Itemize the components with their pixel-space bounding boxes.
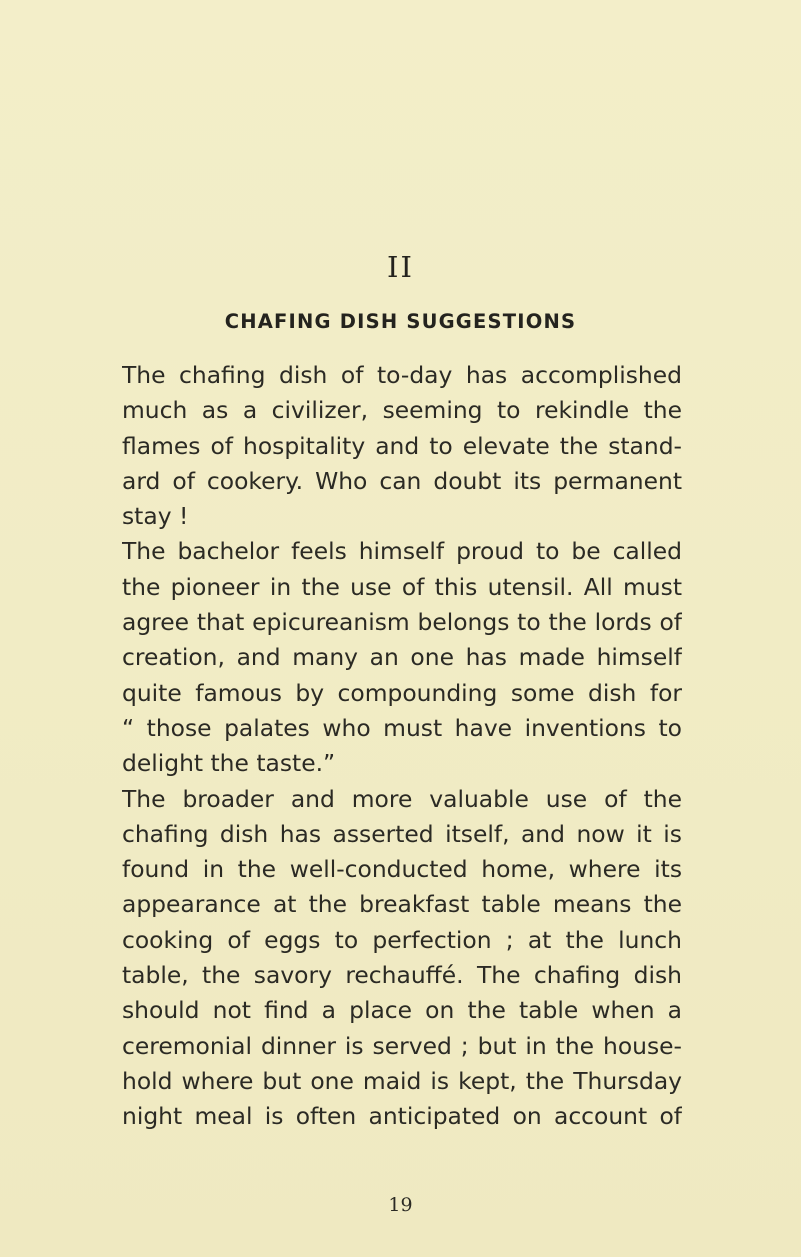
text-line: ard of cookery. Who can doubt its permanent xyxy=(122,466,682,495)
text-line: delight the taste.” xyxy=(122,749,336,778)
text-line: appearance at the breakfast table means the xyxy=(122,890,682,919)
chapter-title: CHAFING DISH SUGGESTIONS xyxy=(224,310,577,333)
text-line: quite famous by compounding some dish for xyxy=(122,678,682,707)
text-line: The broader and more valuable use of the xyxy=(122,784,682,813)
text-line: agree that epicureanism belongs to the lords of xyxy=(122,608,682,637)
text-line: cooking of eggs to perfection ; at the lunch xyxy=(122,925,682,954)
text-line: chafing dish has asserted itself, and now it is xyxy=(122,819,682,848)
text-line: “ those palates who must have inventions to xyxy=(122,713,682,742)
text-line: much as a civilizer, seeming to rekindle the xyxy=(122,396,682,425)
chapter-number: II xyxy=(387,250,414,284)
text-line: the pioneer in the use of this utensil. All must xyxy=(122,572,682,601)
text-line: ceremonial dinner is served ; but in the house- xyxy=(122,1031,682,1060)
text-line: stay ! xyxy=(122,502,189,531)
text-line: The bachelor feels himself proud to be called xyxy=(122,537,682,566)
text-line: hold where but one maid is kept, the Thursday xyxy=(122,1066,682,1095)
text-line: flames of hospitality and to elevate the stand- xyxy=(122,431,682,460)
body-text xyxy=(122,358,682,1135)
text-line: night meal is often anticipated on account of xyxy=(122,1102,682,1131)
text-line: found in the well-conducted home, where its xyxy=(122,855,682,884)
text-line: creation, and many an one has made himself xyxy=(122,643,682,672)
page-number: 19 xyxy=(388,1194,413,1216)
text-line: The chafing dish of to-day has accomplished xyxy=(122,361,682,389)
text-line: should not find a place on the table when a xyxy=(122,996,682,1025)
text-line: table, the savory rechauffé. The chafing dish xyxy=(122,961,682,990)
